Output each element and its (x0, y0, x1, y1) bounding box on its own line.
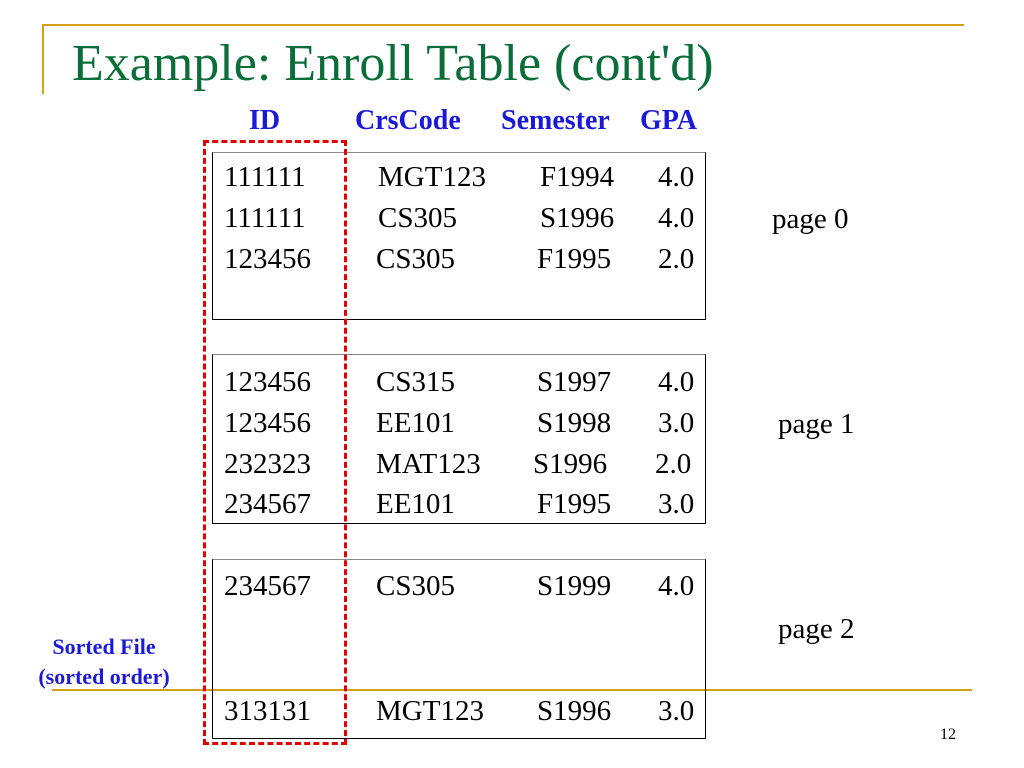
page-0-row-2-semester: F1995 (537, 243, 612, 275)
page-2-row-0-semester: S1999 (537, 570, 612, 602)
sorted-file-label (24, 632, 184, 691)
column-header-id: ID (249, 105, 281, 136)
column-header-gpa: GPA (640, 105, 698, 136)
page-1-row-1-id: 123456 (224, 407, 311, 439)
page-2-row-1-semester: S1996 (537, 695, 612, 727)
page-2-row-0-id: 234567 (224, 570, 311, 602)
page-0-row-1-id: 111111 (224, 202, 306, 234)
page-1-row-0-id: 123456 (224, 366, 311, 398)
page-1-row-0-gpa: 4.0 (658, 366, 695, 398)
page-0-label: page 0 (772, 203, 849, 235)
page-2-row-0-gpa: 4.0 (658, 570, 695, 602)
sorted-file-label-line1: Sorted File (52, 634, 156, 659)
sorted-key-highlight (203, 140, 347, 745)
page-0-row-0-id: 111111 (224, 161, 306, 193)
page-2-row-1-gpa: 3.0 (658, 695, 695, 727)
page-2-row-0-crscode: CS305 (376, 570, 455, 602)
page-0-row-0-gpa: 4.0 (658, 161, 695, 193)
page-0-row-2-gpa: 2.0 (658, 243, 695, 275)
page-1-row-1-crscode: EE101 (376, 407, 455, 439)
column-header-crscode: CrsCode (355, 105, 461, 136)
page-1-row-1-semester: S1998 (537, 407, 612, 439)
top-accent-rule (42, 24, 964, 26)
left-accent-rule (42, 24, 44, 94)
page-1-row-1-gpa: 3.0 (658, 407, 695, 439)
page-1-row-3-semester: F1995 (537, 488, 612, 520)
page-1-row-2-semester: S1996 (533, 448, 608, 480)
slide-title: Example: Enroll Table (cont'd) (72, 35, 714, 92)
page-0-row-1-gpa: 4.0 (658, 202, 695, 234)
sorted-file-label-line2: (sorted order) (38, 663, 170, 689)
column-header-semester: Semester (501, 105, 610, 136)
page-1-row-2-gpa: 2.0 (655, 448, 692, 480)
page-0-row-2-id: 123456 (224, 243, 311, 275)
page-2-row-1-crscode: MGT123 (376, 695, 484, 727)
page-1-row-3-id: 234567 (224, 488, 311, 520)
page-0-row-0-semester: F1994 (540, 161, 615, 193)
page-0-row-2-crscode: CS305 (376, 243, 455, 275)
page-0-row-1-crscode: CS305 (378, 202, 457, 234)
page-1-row-0-crscode: CS315 (376, 366, 455, 398)
page-2-row-1-id: 313131 (224, 695, 311, 727)
slide-number: 12 (940, 726, 956, 743)
page-1-row-3-gpa: 3.0 (658, 488, 695, 520)
page-2-label: page 2 (778, 613, 855, 645)
page-1-row-0-semester: S1997 (537, 366, 612, 398)
page-1-label: page 1 (778, 408, 855, 440)
page-0-row-1-semester: S1996 (540, 202, 615, 234)
page-1-row-3-crscode: EE101 (376, 488, 455, 520)
page-1-row-2-crscode: MAT123 (376, 448, 481, 480)
page-0-row-0-crscode: MGT123 (378, 161, 486, 193)
page-1-row-2-id: 232323 (224, 448, 311, 480)
